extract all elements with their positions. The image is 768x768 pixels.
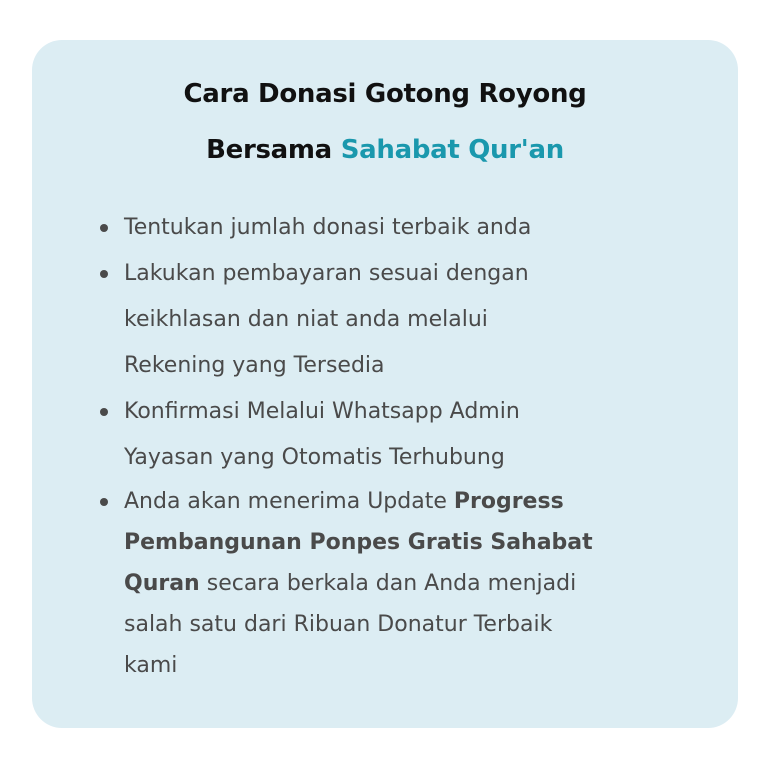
title-prefix: Bersama — [206, 135, 341, 165]
donation-steps-list — [124, 205, 720, 686]
bullet-icon — [100, 224, 108, 232]
step-text-line-3: Rekening yang Tersedia — [124, 353, 385, 378]
step-text-line-3: salah satu dari Ribuan Donatur Terbaik — [124, 612, 553, 637]
step-text-line-1: Konfirmasi Melalui Whatsapp Admin — [124, 399, 520, 424]
bullet-icon — [100, 498, 108, 506]
bullet-icon — [100, 408, 108, 416]
step-text: Tentukan jumlah donasi terbaik anda — [124, 215, 532, 240]
step-text-line-4: kami — [124, 653, 178, 678]
step-item-4 — [124, 481, 720, 686]
step-item-3 — [124, 389, 720, 481]
step-bold-quran: Quran — [124, 571, 200, 596]
bullet-icon — [100, 270, 108, 278]
step-text-suffix: secara berkala dan Anda menjadi — [199, 571, 577, 596]
step-bold-progress: Progress — [453, 489, 564, 514]
donation-info-card — [32, 40, 738, 728]
title-accent: Sahabat Qur'an — [340, 135, 564, 165]
step-text-prefix: Anda akan menerima Update — [124, 489, 454, 514]
step-text-line-2: keikhlasan dan niat anda melalui — [124, 307, 488, 332]
step-item-2 — [124, 251, 720, 389]
card-title — [32, 66, 738, 178]
title-line-1: Cara Donasi Gotong Royong — [183, 79, 587, 109]
step-text-line-1: Lakukan pembayaran sesuai dengan — [124, 261, 529, 286]
step-item-1 — [124, 205, 720, 251]
step-bold-pembangunan: Pembangunan Ponpes Gratis Sahabat — [124, 530, 593, 555]
step-text-line-2: Yayasan yang Otomatis Terhubung — [124, 445, 505, 470]
title-line-2 — [32, 122, 738, 178]
